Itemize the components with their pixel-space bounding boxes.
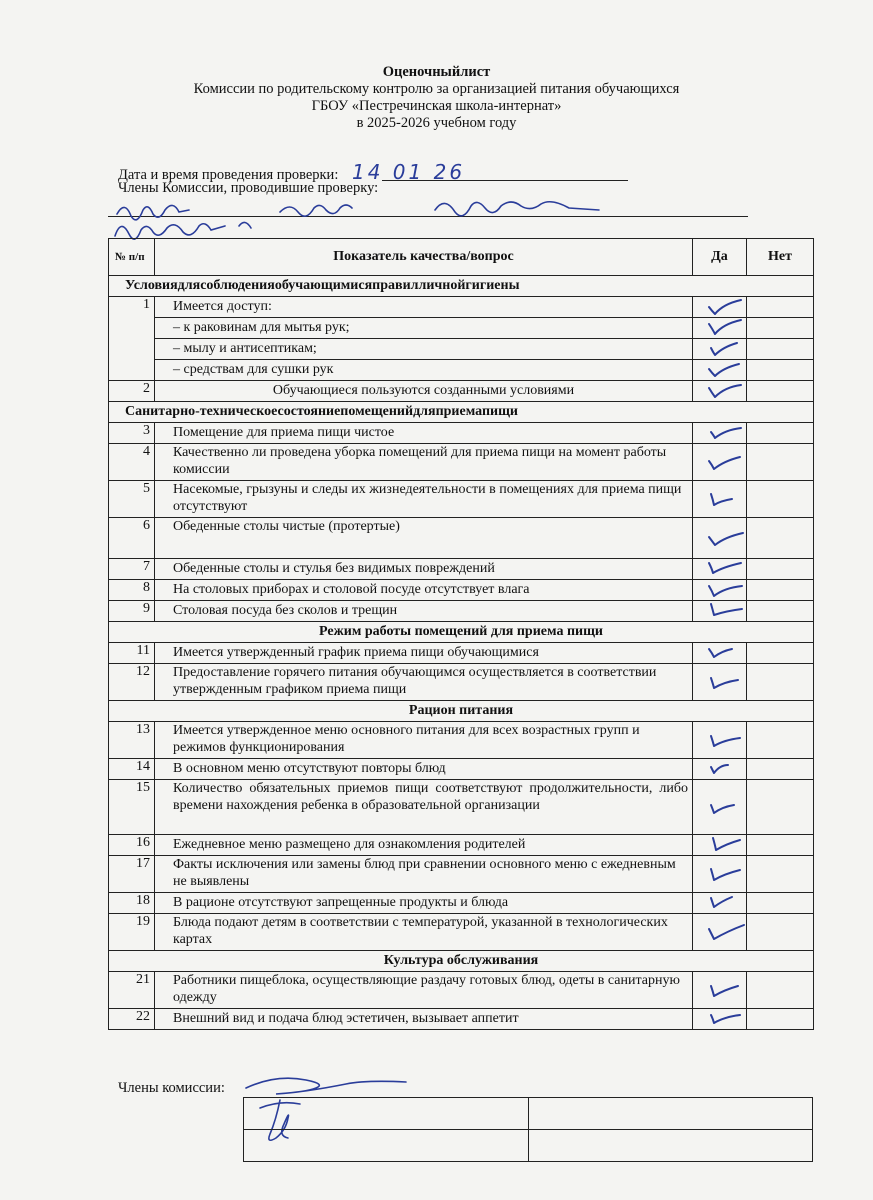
table-row (109, 444, 814, 481)
no-cell (747, 580, 814, 601)
yes-cell (693, 518, 747, 559)
header-line-2: ГБОУ «Пестречинская школа-интернат» (311, 98, 562, 114)
row-number: 3 (109, 423, 155, 444)
no-cell (747, 759, 814, 780)
row-question: Ежедневное меню размещено для ознакомления родителей (155, 835, 693, 856)
row-question: – мылу и антисептикам; (155, 339, 693, 360)
checkmark-icon (703, 865, 749, 883)
table-row (109, 559, 814, 580)
no-cell (747, 559, 814, 580)
row-question: Имеется утвержденный график приема пищи обучающимися (155, 643, 693, 664)
table-row (109, 381, 814, 402)
table-row (109, 360, 814, 381)
row-question: Обучающиеся пользуются созданными условиями (155, 381, 693, 402)
yes-cell (693, 759, 747, 780)
row-number: 17 (109, 856, 155, 893)
table-row (109, 318, 814, 339)
signature-cell (244, 1098, 529, 1130)
checkmark-icon (703, 360, 749, 378)
section-row (109, 276, 814, 297)
section-row (109, 402, 814, 423)
yes-cell (693, 601, 747, 622)
table-row (109, 835, 814, 856)
yes-cell (693, 580, 747, 601)
table-row (109, 643, 814, 664)
row-number: 7 (109, 559, 155, 580)
checkmark-icon (703, 318, 749, 336)
table-row (109, 780, 814, 835)
row-number: 15 (109, 780, 155, 835)
no-cell (747, 518, 814, 559)
yes-cell (693, 423, 747, 444)
checkmark-icon (703, 731, 749, 749)
no-cell (747, 1009, 814, 1030)
row-number: 6 (109, 518, 155, 559)
row-question: – к раковинам для мытья рук; (155, 318, 693, 339)
yes-cell (693, 722, 747, 759)
section-row (109, 951, 814, 972)
no-cell (747, 423, 814, 444)
table-row (109, 759, 814, 780)
table-row (109, 339, 814, 360)
yes-cell (693, 1009, 747, 1030)
column-header-yes: Да (693, 239, 747, 276)
document-header (0, 64, 873, 132)
row-question: Блюда подают детям в соответствии с температурой, указанной в технологических картах (155, 914, 693, 951)
row-number: 8 (109, 580, 155, 601)
yes-cell (693, 643, 747, 664)
signature-cell (528, 1130, 813, 1162)
signature-row (244, 1130, 813, 1162)
row-question: Количество обязательных приемов пищи соответствуют продолжительности, либо времени нахождения ребенка в образовательной организации (155, 780, 693, 835)
date-label: Дата и время проведения проверки: (118, 167, 339, 183)
row-question: На столовых приборах и столовой посуде отсутствует влага (155, 580, 693, 601)
row-question: В рационе отсутствуют запрещенные продукты и блюда (155, 893, 693, 914)
signature-cell (244, 1130, 529, 1162)
yes-cell (693, 297, 747, 318)
row-question: Факты исключения или замены блюд при сравнении основного меню с ежедневным не выявлены (155, 856, 693, 893)
row-number: 14 (109, 759, 155, 780)
no-cell (747, 318, 814, 339)
row-question: Обеденные столы чистые (протертые) (155, 518, 693, 559)
section-title: Рацион питания (109, 701, 814, 722)
no-cell (747, 664, 814, 701)
no-cell (747, 893, 814, 914)
no-cell (747, 481, 814, 518)
row-question: Качественно ли проведена уборка помещений для приема пищи на момент работы комиссии (155, 444, 693, 481)
no-cell (747, 381, 814, 402)
table-row (109, 601, 814, 622)
row-question: В основном меню отсутствуют повторы блюд (155, 759, 693, 780)
signature-table (243, 1097, 813, 1162)
checkmark-icon (703, 339, 749, 357)
checkmark-icon (703, 893, 749, 911)
row-number: 11 (109, 643, 155, 664)
row-question: Внешний вид и подача блюд эстетичен, вызывает аппетит (155, 1009, 693, 1030)
row-question: Имеется доступ: (155, 297, 693, 318)
row-number: 19 (109, 914, 155, 951)
no-cell (747, 972, 814, 1009)
date-value: 14 01 26 (351, 160, 466, 184)
row-number: 21 (109, 972, 155, 1009)
checkmark-icon (703, 798, 749, 816)
checkmark-icon (703, 1009, 749, 1027)
column-header-question: Показатель качества/вопрос (155, 239, 693, 276)
section-row (109, 622, 814, 643)
checkmark-icon (703, 297, 749, 315)
yes-cell (693, 856, 747, 893)
table-row (109, 914, 814, 951)
section-title: Условиядлясоблюденияобучающимисяправилличнойгигиены (109, 276, 814, 297)
section-title: Санитарно-техническоесостояниепомещенийдляприемапищи (109, 402, 814, 423)
table-row (109, 423, 814, 444)
no-cell (747, 444, 814, 481)
no-cell (747, 722, 814, 759)
row-question: Помещение для приема пищи чистое (155, 423, 693, 444)
row-number: 16 (109, 835, 155, 856)
yes-cell (693, 559, 747, 580)
members-signatures-handwriting (105, 192, 625, 244)
signature-cell (528, 1098, 813, 1130)
yes-cell (693, 360, 747, 381)
column-header-no: Нет (747, 239, 814, 276)
table-row (109, 856, 814, 893)
checkmark-icon (703, 759, 749, 777)
no-cell (747, 601, 814, 622)
yes-cell (693, 835, 747, 856)
row-number: 4 (109, 444, 155, 481)
table-row (109, 1009, 814, 1030)
checklist-table (108, 238, 814, 1030)
table-row (109, 664, 814, 701)
checkmark-icon (703, 559, 749, 577)
table-row (109, 580, 814, 601)
members-label: Члены Комиссии, проводившие проверку: (118, 180, 379, 196)
row-number: 1 (109, 297, 155, 381)
section-title: Режим работы помещений для приема пищи (109, 622, 814, 643)
row-number: 5 (109, 481, 155, 518)
document-title: Оценочныйлист (382, 64, 491, 80)
yes-cell (693, 664, 747, 701)
checkmark-icon (703, 453, 749, 471)
checkmark-icon (703, 529, 749, 547)
checkmark-icon (703, 835, 749, 853)
section-row (109, 701, 814, 722)
row-number: 18 (109, 893, 155, 914)
checkmark-icon (703, 601, 749, 619)
table-row (109, 481, 814, 518)
no-cell (747, 914, 814, 951)
signature-row (244, 1098, 813, 1130)
checkmark-icon (703, 673, 749, 691)
yes-cell (693, 481, 747, 518)
section-title: Культура обслуживания (109, 951, 814, 972)
header-line-3: в 2025-2026 учебном году (356, 115, 517, 131)
no-cell (747, 835, 814, 856)
row-number: 2 (109, 381, 155, 402)
commission-members-label: Члены комиссии: (118, 1080, 225, 1096)
checkmark-icon (703, 981, 749, 999)
row-question: Имеется утвержденное меню основного питания для всех возрастных групп и режимов функционирования (155, 722, 693, 759)
no-cell (747, 780, 814, 835)
table-row (109, 893, 814, 914)
row-question: Насекомые, грызуны и следы их жизнедеятельности в помещениях для приема пищи отсутствуют (155, 481, 693, 518)
row-number: 13 (109, 722, 155, 759)
yes-cell (693, 914, 747, 951)
no-cell (747, 643, 814, 664)
header-line-1: Комиссии по родительскому контролю за организацией питания обучающихся (193, 81, 680, 97)
checkmark-icon (703, 381, 749, 399)
date-underline (382, 180, 628, 181)
table-row (109, 972, 814, 1009)
row-question: Работники пищеблока, осуществляющие раздачу готовых блюд, одеты в санитарную одежду (155, 972, 693, 1009)
no-cell (747, 360, 814, 381)
yes-cell (693, 444, 747, 481)
yes-cell (693, 381, 747, 402)
table-row (109, 722, 814, 759)
row-number: 22 (109, 1009, 155, 1030)
table-row (109, 297, 814, 318)
row-question: – средствам для сушки рук (155, 360, 693, 381)
row-question: Обеденные столы и стулья без видимых повреждений (155, 559, 693, 580)
no-cell (747, 856, 814, 893)
yes-cell (693, 972, 747, 1009)
no-cell (747, 339, 814, 360)
checkmark-icon (703, 490, 749, 508)
row-question: Столовая посуда без сколов и трещин (155, 601, 693, 622)
row-question: Предоставление горячего питания обучающимся осуществляется в соответствии утвержденным графиком приема пищи (155, 664, 693, 701)
checkmark-icon (703, 580, 749, 598)
checkmark-icon (703, 423, 749, 441)
yes-cell (693, 318, 747, 339)
table-row (109, 518, 814, 559)
table-header-row (109, 239, 814, 276)
checkmark-icon (703, 643, 749, 661)
yes-cell (693, 780, 747, 835)
yes-cell (693, 339, 747, 360)
yes-cell (693, 893, 747, 914)
no-cell (747, 297, 814, 318)
column-header-number: № п/п (109, 239, 155, 276)
row-number: 9 (109, 601, 155, 622)
checkmark-icon (703, 923, 749, 941)
row-number: 12 (109, 664, 155, 701)
